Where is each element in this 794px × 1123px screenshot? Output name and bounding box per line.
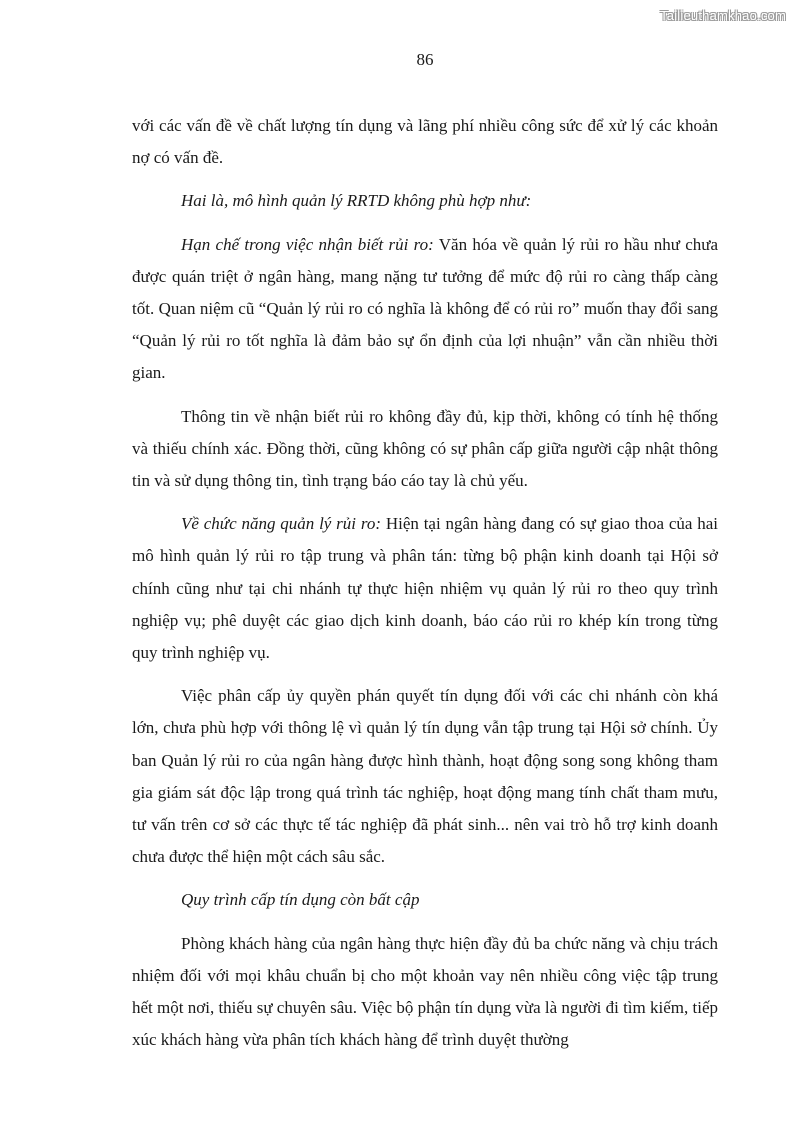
section-heading-mo-hinh: Hai là, mô hình quản lý RRTD không phù hợp như: bbox=[181, 191, 532, 211]
paragraph-body-chuc-nang: Hiện tại ngân hàng đang có sự giao thoa của hai mô hình quản lý rủi ro tập trung và phân tán: từng bộ phận kinh doanh tại Hội sở chính cũng như tại chi nhánh tự thực hiện nhiệm vụ quản lý rủi ro theo quy trình nghiệp vụ; phê duyệt các giao dịch kinh doanh, báo cáo rủi ro khép kín trong từng quy trình nghiệp vụ. bbox=[132, 514, 719, 663]
paragraph-chuc-nang bbox=[132, 508, 718, 669]
paragraph-body-nhan-biet: Văn hóa về quản lý rủi ro hầu như chưa được quán triệt ở ngân hàng, mang nặng tư tưởng để mức độ rủi ro càng thấp càng tốt. Quan niệm cũ “Quản lý rủi ro có nghĩa là không để có rủi ro” muốn thay đổi sang “Quản lý rủi ro tốt nghĩa là đảm bảo sự ổn định của lợi nhuận” vẫn cần nhiều thời gian. bbox=[132, 234, 718, 383]
watermark-text: Tailieuthamkhao.com bbox=[660, 8, 786, 23]
paragraph-lead-nhan-biet: Hạn chế trong việc nhận biết rủi ro: bbox=[181, 234, 434, 254]
paragraph-phan-cap: Việc phân cấp ủy quyền phán quyết tín dụng đối với các chi nhánh còn khá lớn, chưa phù hợp với thông lệ vì quản lý tín dụng vẫn tập trung tại Hội sở chính. Ủy ban Quản lý rủi ro của ngân hàng được hình thành, hoạt động song song không tham gia giám sát độc lập trong quá trình tác nghiệp, hoạt động mang tính chất tham mưu, tư vấn trên cơ sở các thực tế tác nghiệp đã phát sinh... nên vai trò hỗ trợ kinh doanh chưa được thể hiện một cách sâu sắc. bbox=[132, 686, 718, 867]
page-number: 86 bbox=[416, 50, 434, 69]
paragraph-lead-chuc-nang: Về chức năng quản lý rủi ro: bbox=[181, 514, 381, 534]
section-heading-quy-trinh: Quy trình cấp tín dụng còn bất cập bbox=[181, 890, 420, 910]
paragraph-phong-khach-hang: Phòng khách hàng của ngân hàng thực hiện đầy đủ ba chức năng và chịu trách nhiệm đối với mọi khâu chuẩn bị cho một khoản vay nên nhiều công việc tập trung hết một nơi, thiếu sự chuyên sâu. Việc bộ phận tín dụng vừa là người đi tìm kiếm, tiếp xúc khách hàng vừa phân tích khách hàng để trình duyệt thường bbox=[132, 933, 718, 1050]
document-body bbox=[132, 110, 718, 1067]
paragraph-nhan-biet-rui-ro bbox=[132, 229, 718, 390]
paragraph-continuation: với các vấn đề về chất lượng tín dụng và lãng phí nhiều công sức để xử lý các khoản nợ có vấn đề. bbox=[132, 116, 718, 168]
paragraph-thong-tin: Thông tin về nhận biết rủi ro không đầy đủ, kịp thời, không có tính hệ thống và thiếu chính xác. Đồng thời, cũng không có sự phân cấp giữa người cập nhật thông tin và sử dụng thông tin, tình trạng báo cáo tay là chủ yếu. bbox=[132, 406, 718, 491]
